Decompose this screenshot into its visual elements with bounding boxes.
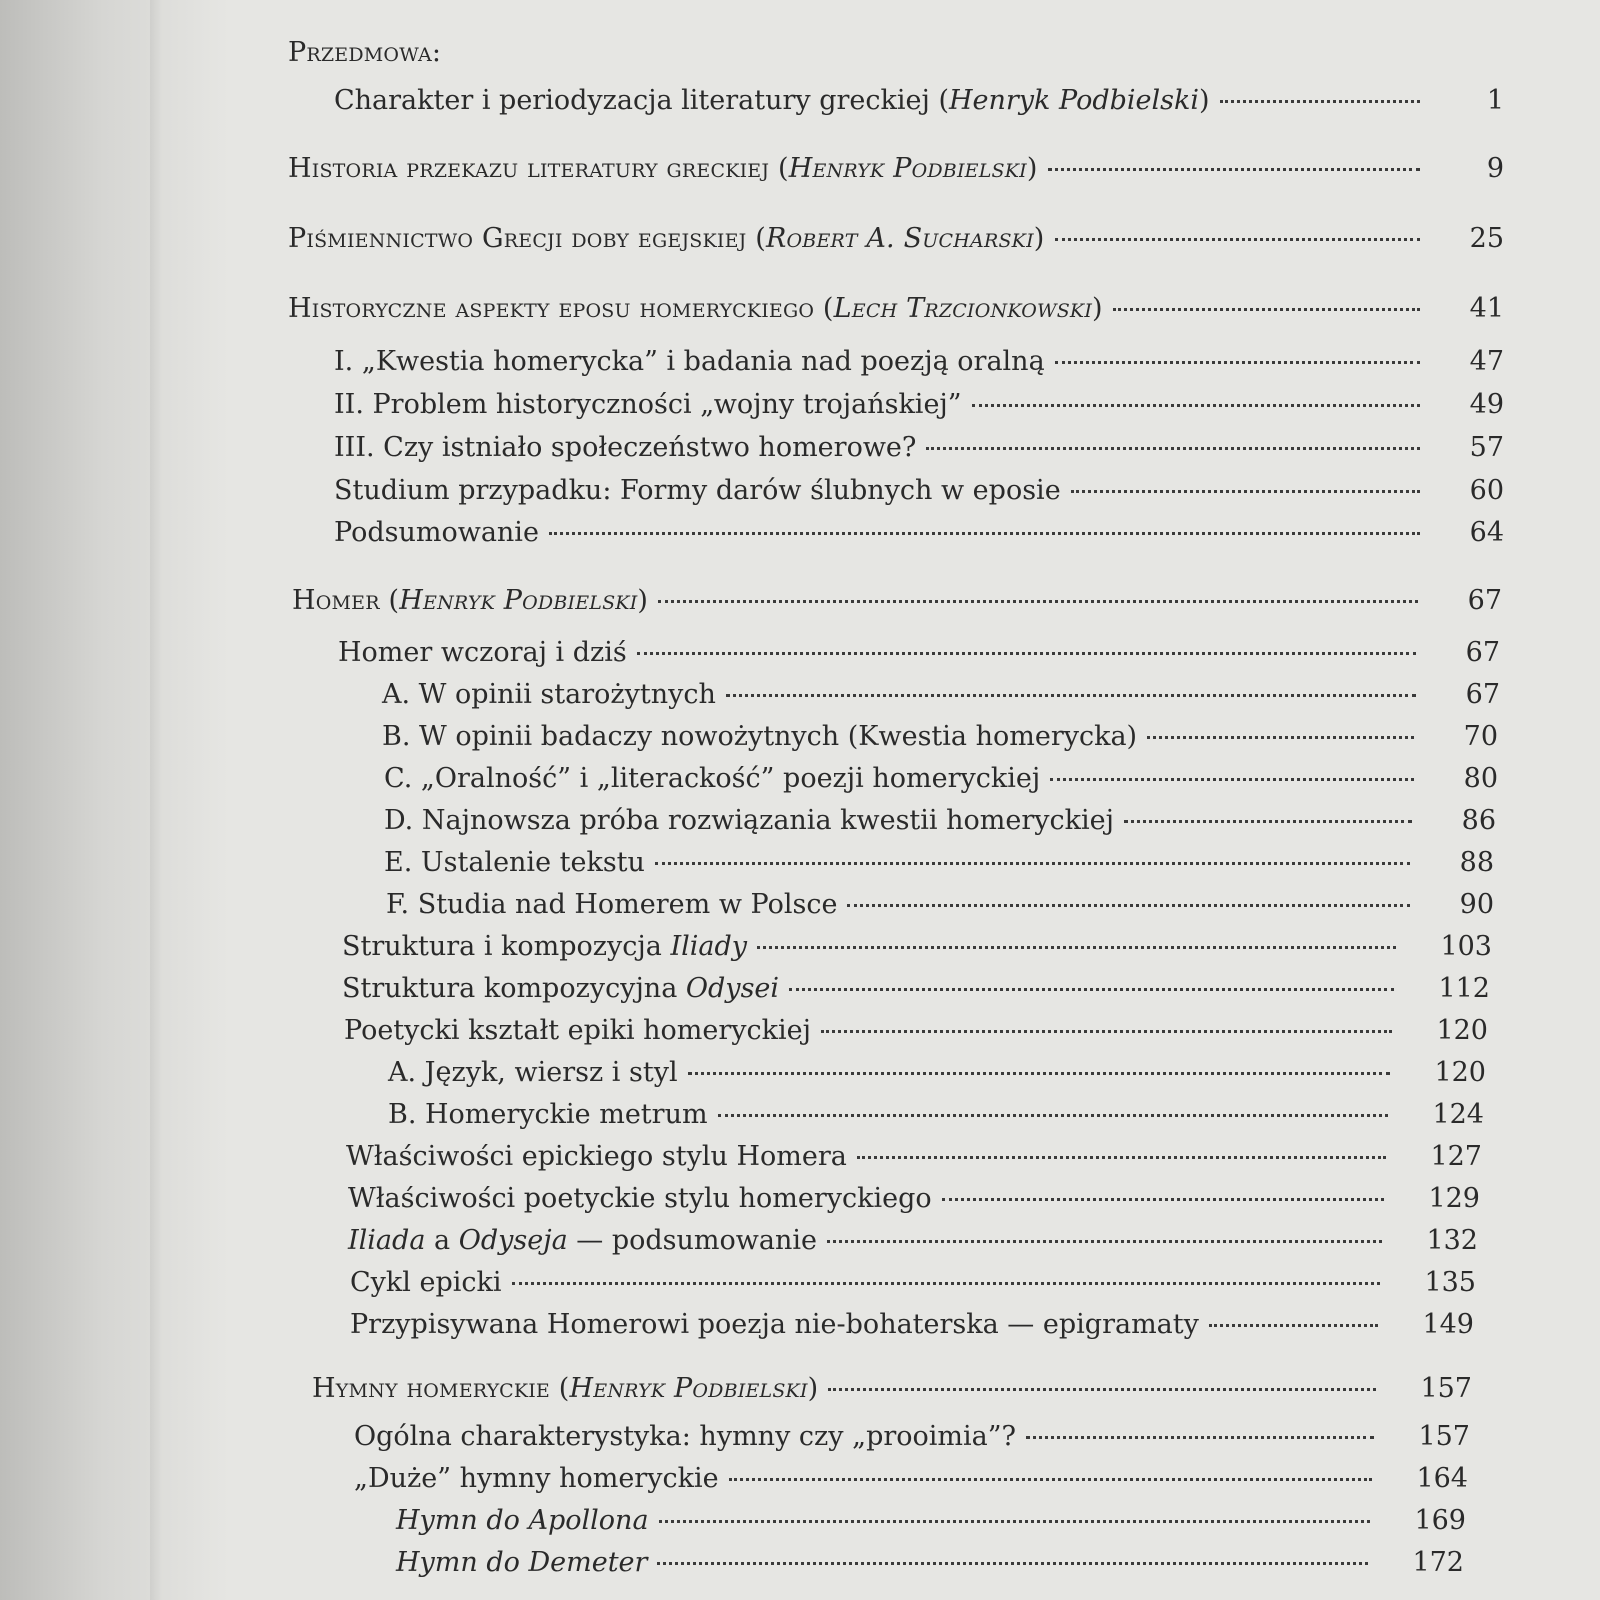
toc-entry[interactable] [334, 516, 1504, 550]
toc-entry[interactable] [348, 1182, 1480, 1216]
dot-leader [926, 447, 1420, 450]
toc-author: Lech Trzcionkowski [833, 293, 1093, 324]
toc-page-number: 1 [1486, 85, 1504, 116]
toc-entry[interactable] [334, 388, 1504, 422]
toc-title: Struktura kompozycyjna Odysei [342, 973, 780, 1004]
dot-leader [972, 404, 1420, 407]
toc-page-number: 70 [1463, 721, 1498, 752]
dot-leader [1026, 1436, 1374, 1439]
toc-title: Hymn do Apollona [396, 1505, 649, 1536]
toc-title: Przypisywana Homerowi poezja nie-bohaterska — epigramaty [350, 1309, 1199, 1340]
toc-title: Poetycki kształt epiki homeryckiej [344, 1015, 812, 1046]
dot-leader [757, 946, 1396, 949]
toc-entry[interactable] [338, 636, 1500, 670]
toc-page-number: 112 [1438, 973, 1490, 1004]
toc-page-number: 47 [1469, 346, 1504, 377]
toc-title: I. „Kwestia homerycka” i badania nad poezją oralną [334, 346, 1045, 377]
dot-leader [637, 652, 1416, 655]
dot-leader [688, 1072, 1391, 1075]
toc-entry[interactable] [342, 930, 1492, 964]
toc-title: A. Język, wiersz i styl [388, 1057, 678, 1088]
toc-title: D. Najnowsza próba rozwiązania kwestii homeryckiej [384, 805, 1114, 836]
toc-entry[interactable] [396, 1546, 1464, 1580]
toc-page-number: 103 [1440, 931, 1492, 962]
toc-title: Historyczne aspekty eposu homeryckiego (Lech Trzcionkowski) [288, 293, 1103, 324]
toc-title: B. W opinii badaczy nowożytnych (Kwestia homerycka) [382, 721, 1138, 752]
dot-leader [657, 1562, 1368, 1565]
toc-page-number: 86 [1461, 805, 1496, 836]
toc-title: B. Homeryckie metrum [388, 1099, 708, 1130]
dot-leader [1209, 1324, 1379, 1327]
toc-entry[interactable] [388, 1056, 1486, 1090]
toc-entry[interactable] [396, 1504, 1466, 1538]
dot-leader [718, 1114, 1389, 1117]
toc-entry[interactable] [384, 762, 1498, 796]
toc-title: III. Czy istniało społeczeństwo homerowe? [334, 432, 917, 463]
toc-page-number: 41 [1469, 293, 1504, 324]
toc-entry[interactable] [334, 474, 1504, 508]
toc-entry[interactable] [288, 292, 1504, 326]
toc-entry[interactable] [334, 345, 1504, 379]
toc-author: Henryk Podbielski [399, 585, 638, 616]
toc-title: Cykl epicki [350, 1267, 502, 1298]
toc-entry[interactable] [312, 1372, 1472, 1406]
toc-page-number: 67 [1467, 585, 1502, 616]
toc-title: Właściwości epickiego stylu Homera [346, 1141, 847, 1172]
toc-entry[interactable] [350, 1266, 1476, 1300]
dot-leader [658, 600, 1418, 603]
toc-page-number: 124 [1432, 1099, 1484, 1130]
toc-title: Charakter i periodyzacja literatury greckiej (Henryk Podbielski) [334, 85, 1210, 116]
toc-entry[interactable] [354, 1420, 1470, 1454]
toc-title: Piśmiennictwo Grecji doby egejskiej (Robert A. Sucharski) [288, 223, 1045, 254]
dot-leader [655, 862, 1410, 865]
toc-title: E. Ustalenie tekstu [384, 847, 645, 878]
toc-title: Historia przekazu literatury greckiej (Henryk Podbielski) [288, 153, 1038, 184]
toc-page-number: 64 [1469, 517, 1504, 548]
dot-leader [1048, 168, 1420, 171]
toc-page-number: 172 [1412, 1547, 1464, 1578]
toc-page-number: 90 [1459, 889, 1494, 920]
toc-title: Ogólna charakterystyka: hymny czy „prooimia”? [354, 1421, 1017, 1452]
toc-entry[interactable] [350, 1308, 1474, 1342]
toc-page-number: 25 [1469, 223, 1504, 254]
toc-title: Przedmowa: [288, 37, 442, 68]
toc-title: Hymn do Demeter [396, 1547, 648, 1578]
dot-leader [857, 1156, 1387, 1159]
toc-page-number: 60 [1469, 475, 1504, 506]
toc-page-number: 67 [1465, 637, 1500, 668]
toc-title: Struktura i kompozycja Iliady [342, 931, 748, 962]
dot-leader [729, 1478, 1373, 1481]
toc-entry[interactable] [382, 720, 1498, 754]
dot-leader [1220, 100, 1420, 103]
dot-leader [1124, 820, 1412, 823]
toc-page-number: 57 [1469, 432, 1504, 463]
dot-leader [847, 904, 1410, 907]
dot-leader [821, 1030, 1392, 1033]
toc-title: Studium przypadku: Formy darów ślubnych w eposie [334, 475, 1061, 506]
toc-entry[interactable] [382, 678, 1500, 712]
toc-entry[interactable] [288, 222, 1504, 256]
toc-entry[interactable] [354, 1462, 1468, 1496]
toc-title: F. Studia nad Homerem w Polsce [386, 889, 838, 920]
toc-page-number: 157 [1418, 1421, 1470, 1452]
toc-entry[interactable] [334, 431, 1504, 465]
toc-title: Podsumowanie [334, 517, 539, 548]
toc-entry[interactable] [344, 1014, 1488, 1048]
toc-title: II. Problem historyczności „wojny trojańskiej” [334, 389, 962, 420]
toc-title: Hymny homeryckie (Henryk Podbielski) [312, 1373, 819, 1404]
dot-leader [1147, 736, 1414, 739]
toc-entry[interactable] [386, 888, 1494, 922]
dot-leader [789, 988, 1394, 991]
toc-entry[interactable] [342, 972, 1490, 1006]
toc-title: C. „Oralność” i „literackość” poezji homeryckiej [384, 763, 1041, 794]
toc-title: Homer wczoraj i dziś [338, 637, 627, 668]
dot-leader [828, 1388, 1376, 1391]
toc-page-number: 120 [1436, 1015, 1488, 1046]
toc-page-number: 164 [1416, 1463, 1468, 1494]
toc-page-number: 67 [1465, 679, 1500, 710]
toc-title: A. W opinii starożytnych [382, 679, 716, 710]
toc-title: Właściwości poetyckie stylu homeryckiego [348, 1183, 932, 1214]
toc-entry[interactable] [334, 84, 1504, 118]
toc-entry[interactable] [388, 1098, 1484, 1132]
toc-page-number: 127 [1430, 1141, 1482, 1172]
dot-leader [549, 532, 1420, 535]
toc-entry[interactable] [288, 152, 1504, 186]
toc-page-number: 135 [1424, 1267, 1476, 1298]
toc-author: Henryk Podbielski [569, 1373, 808, 1404]
dot-leader [1071, 490, 1420, 493]
toc-entry[interactable] [292, 584, 1502, 618]
dot-leader [726, 694, 1416, 697]
toc-entry[interactable] [384, 804, 1496, 838]
dot-leader [827, 1240, 1382, 1243]
toc-title: Homer (Henryk Podbielski) [292, 585, 649, 616]
toc-page-number: 149 [1422, 1309, 1474, 1340]
dot-leader [1055, 361, 1420, 364]
dot-leader [1055, 238, 1420, 241]
toc-page-number: 80 [1463, 763, 1498, 794]
toc-page-number: 49 [1469, 389, 1504, 420]
toc-author: Henryk Podbielski [948, 85, 1199, 116]
toc-page-number: 129 [1428, 1183, 1480, 1214]
toc-entry[interactable] [346, 1140, 1482, 1174]
toc-title: „Duże” hymny homeryckie [354, 1463, 719, 1494]
toc-page-number: 169 [1414, 1505, 1466, 1536]
toc-page-number: 157 [1420, 1373, 1472, 1404]
dot-leader [942, 1198, 1385, 1201]
toc-author: Henryk Podbielski [788, 153, 1027, 184]
toc-page-number: 88 [1459, 847, 1494, 878]
toc-entry[interactable] [384, 846, 1494, 880]
dot-leader [659, 1520, 1371, 1523]
dot-leader [512, 1282, 1381, 1285]
toc-section-heading [288, 36, 441, 70]
toc-title: Iliada a Odyseja — podsumowanie [348, 1225, 817, 1256]
toc-page-number: 120 [1434, 1057, 1486, 1088]
toc-entry[interactable] [348, 1224, 1478, 1258]
toc-page-number: 132 [1426, 1225, 1478, 1256]
dot-leader [1050, 778, 1414, 781]
toc-page-number: 9 [1486, 153, 1504, 184]
toc-author: Robert A. Sucharski [765, 223, 1034, 254]
dot-leader [1113, 308, 1420, 311]
